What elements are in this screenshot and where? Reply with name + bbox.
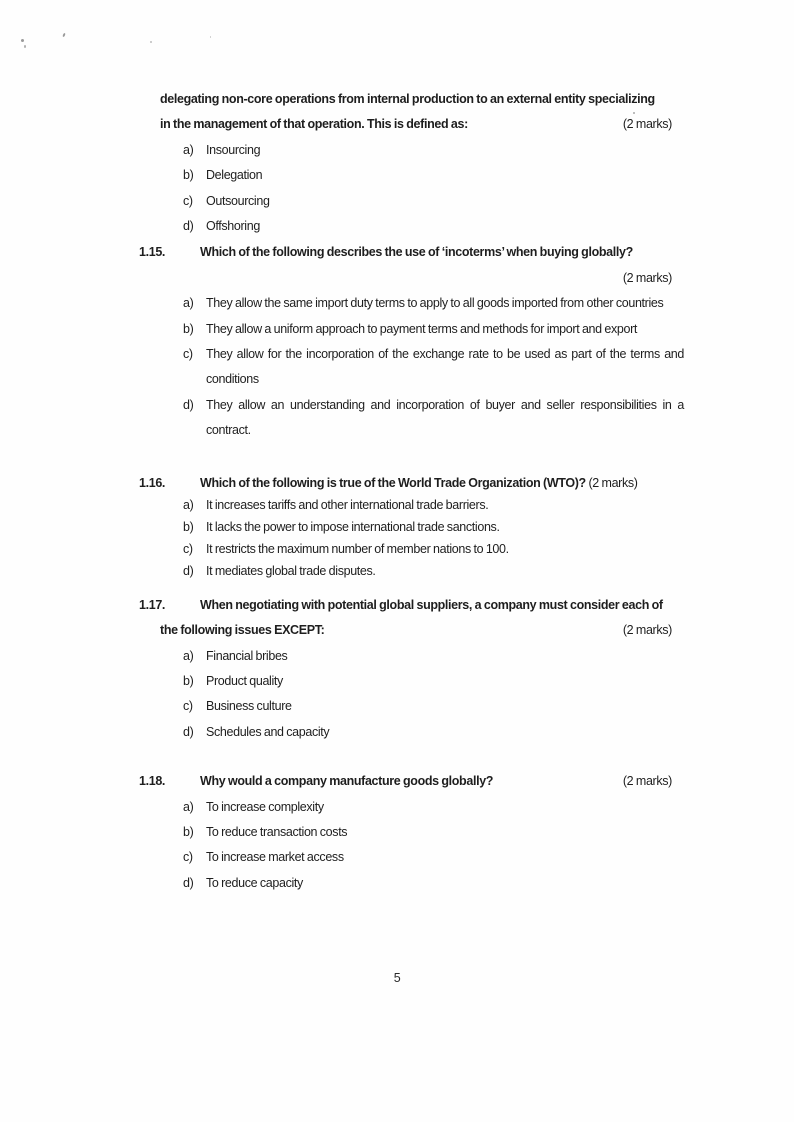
option-text: It restricts the maximum number of member nations to 100. xyxy=(206,541,509,556)
question-number: 1.15. xyxy=(139,245,166,260)
option-list xyxy=(183,644,684,746)
question-stem: Which of the following describes the use of ‘incoterms’ when buying globally? xyxy=(200,245,633,260)
option-letter: d) xyxy=(183,219,194,234)
page-content xyxy=(139,87,684,896)
option-text: It mediates global trade disputes. xyxy=(206,563,376,578)
option-row xyxy=(183,560,684,582)
question-stem-line: in the management of that operation. This is defined as: xyxy=(160,117,468,132)
scan-speckle xyxy=(210,36,211,38)
option-row xyxy=(183,669,684,694)
option-row xyxy=(183,516,684,538)
question-continuation xyxy=(139,87,684,239)
option-letter: c) xyxy=(183,347,193,362)
option-row xyxy=(183,720,684,745)
option-text: To increase market access xyxy=(206,850,344,865)
marks-label: (2 marks) xyxy=(622,270,672,285)
question-stem: Why would a company manufacture goods globally? xyxy=(200,774,494,789)
option-row xyxy=(183,644,684,669)
question-1-16 xyxy=(139,472,684,582)
option-letter: d) xyxy=(183,563,194,578)
question-number: 1.18. xyxy=(139,774,166,789)
option-text: Insourcing xyxy=(206,142,261,157)
option-row xyxy=(183,820,684,845)
option-letter: c) xyxy=(183,193,193,208)
option-letter: b) xyxy=(183,519,194,534)
option-text: Delegation xyxy=(206,168,263,183)
option-list xyxy=(183,795,684,897)
option-text: It lacks the power to impose international trade sanctions. xyxy=(206,519,500,534)
option-text: They allow a uniform approach to payment terms and methods for import and export xyxy=(206,321,638,336)
option-row xyxy=(183,163,684,188)
marks-label: (2 marks) xyxy=(588,475,638,490)
option-row xyxy=(183,694,684,719)
option-letter: b) xyxy=(183,168,194,183)
option-row xyxy=(183,845,684,870)
option-text: Product quality xyxy=(206,673,283,688)
option-row xyxy=(183,317,684,342)
option-text: They allow the same import duty terms to apply to all goods imported from other countries xyxy=(206,296,664,311)
question-number: 1.17. xyxy=(139,597,166,612)
option-letter: d) xyxy=(183,397,194,412)
option-row xyxy=(183,138,684,163)
option-row xyxy=(183,871,684,896)
marks-label: (2 marks) xyxy=(622,623,672,638)
question-stem: When negotiating with potential global suppliers, a company must consider each of xyxy=(200,597,663,612)
question-stem-line: the following issues EXCEPT: xyxy=(160,623,325,638)
option-text: To reduce transaction costs xyxy=(206,824,348,839)
option-text: It increases tariffs and other international trade barriers. xyxy=(206,497,489,512)
option-letter: b) xyxy=(183,824,194,839)
option-row xyxy=(183,494,684,516)
option-letter: c) xyxy=(183,699,193,714)
scan-speckle xyxy=(150,41,152,43)
scan-speckle xyxy=(62,33,65,37)
question-stem-line: delegating non-core operations from internal production to an external entity specializing xyxy=(160,92,655,106)
option-list xyxy=(183,291,684,443)
option-row xyxy=(183,342,684,393)
option-list xyxy=(183,138,684,240)
option-letter: b) xyxy=(183,321,194,336)
option-letter: d) xyxy=(183,875,194,890)
option-row xyxy=(183,538,684,560)
option-row xyxy=(183,291,684,316)
page-number: 5 xyxy=(393,971,401,985)
option-text: Business culture xyxy=(206,699,292,714)
option-letter: c) xyxy=(183,541,193,556)
option-letter: a) xyxy=(183,296,194,311)
option-text: They allow for the incorporation of the exchange rate to be used as part of the terms and conditions xyxy=(206,347,684,387)
scan-speckle xyxy=(21,39,24,42)
option-letter: a) xyxy=(183,497,194,512)
option-text: Offshoring xyxy=(206,219,260,234)
option-row xyxy=(183,393,684,444)
option-letter: b) xyxy=(183,673,194,688)
option-letter: a) xyxy=(183,799,194,814)
option-letter: a) xyxy=(183,142,194,157)
option-letter: d) xyxy=(183,724,194,739)
option-text: Schedules and capacity xyxy=(206,724,330,739)
marks-label: (2 marks) xyxy=(622,774,672,789)
question-1-17 xyxy=(139,593,684,745)
question-number: 1.16. xyxy=(139,475,166,490)
option-list xyxy=(183,494,684,582)
option-letter: a) xyxy=(183,648,194,663)
question-1-18 xyxy=(139,769,684,896)
question-stem: Which of the following is true of the World Trade Organization (WTO)? xyxy=(200,475,586,490)
option-letter: c) xyxy=(183,850,193,865)
option-text: Outsourcing xyxy=(206,193,270,208)
option-row xyxy=(183,795,684,820)
option-text: They allow an understanding and incorporation of buyer and seller responsibilities in a contract. xyxy=(206,397,684,438)
question-1-15 xyxy=(139,240,684,443)
option-text: Financial bribes xyxy=(206,648,288,663)
option-text: To reduce capacity xyxy=(206,875,303,890)
option-row xyxy=(183,214,684,239)
option-row xyxy=(183,189,684,214)
scan-speckle xyxy=(24,45,26,48)
marks-label: (2 marks) xyxy=(622,117,672,132)
option-text: To increase complexity xyxy=(206,799,324,814)
